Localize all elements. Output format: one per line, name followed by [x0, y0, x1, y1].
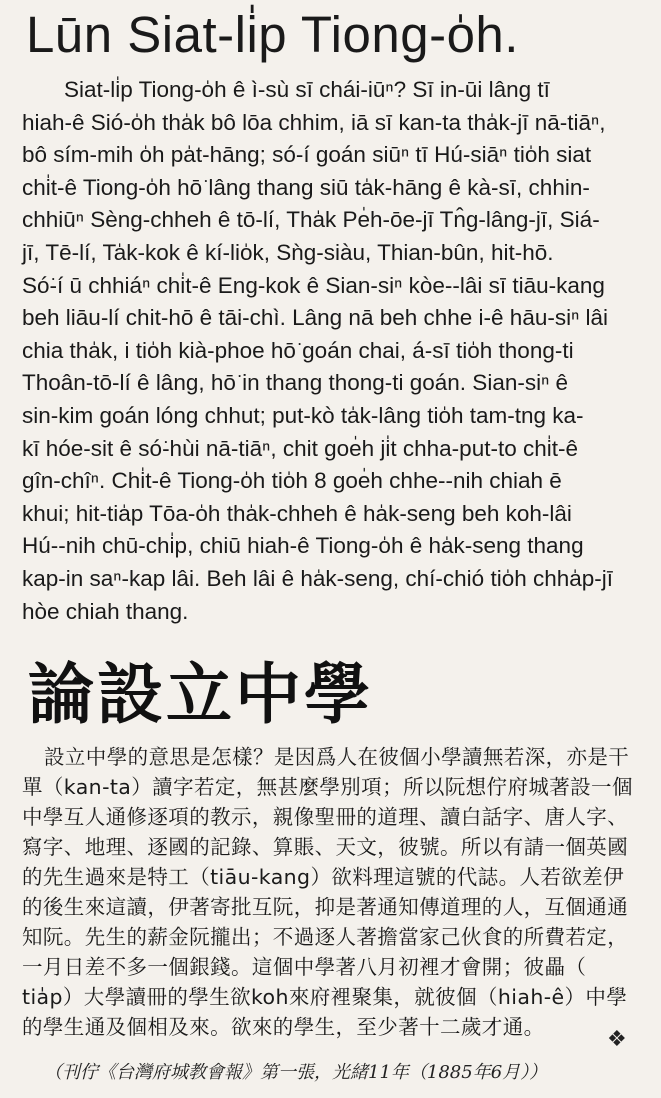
- han-line: 設立中學的意思是怎樣？是因爲人在彼個小學讀無若深，亦是干: [44, 745, 630, 769]
- poj-line: Thoân-tō-lí ê lâng, hō͘ in thang thong-ti goán. Sian-siⁿ ê: [22, 370, 569, 396]
- han-line: 單（kan-ta）讀字若定，無甚麼學別項；所以阮想佇府城著設一個: [22, 775, 633, 799]
- poj-line: sin-kim goán lóng chhut; put-kò ta̍k-lâng tio̍h tam-tng ka-: [22, 402, 584, 428]
- poj-line: chia tha̍k, i tio̍h kià-phoe hō͘ goán chai, á-sī tio̍h thong-ti: [22, 337, 574, 363]
- han-line: 知阮。先生的薪金阮攏出；不過逐人著擔當家己伙食的所費若定，: [22, 925, 629, 949]
- han-line: 的學生通及個相及來。欲來的學生，至少著十二歲才通。: [22, 1015, 545, 1039]
- poj-line: hiah-ê Sió-o̍h tha̍k bô lōa chhim, iā sī kan-ta tha̍k-jī nā-tiāⁿ,: [22, 109, 606, 135]
- han-line: 一月日差不多一個銀錢。這個中學著八月初裡才會開；彼畾（: [22, 955, 587, 979]
- han-article-body: [22, 742, 647, 1042]
- poj-line: kī hóe-sit ê só͘-hùi nā-tiāⁿ, chit goe̍h ji̍t chha-put-to chi̍t-ê: [22, 435, 578, 461]
- han-line: 的先生過來是特工（tiāu-kang）欲料理這號的代誌。人若欲差伊: [22, 865, 624, 889]
- source-citation: （刊佇《台灣府城教會報》第一張，光緒11年（1885年6月））: [44, 1062, 548, 1083]
- han-line: 寫字、地理、逐國的記錄、算賬、天文，彼號。所以有請一個英國: [22, 835, 629, 859]
- han-line: 的後生來這讀，伊著寄批互阮，抑是著通知傳道理的人，互個通通: [22, 895, 629, 919]
- poj-line: chi̍t-ê Tiong-o̍h hō͘ lâng thang siū ta̍k-hāng ê kà-sī, chhin-: [22, 174, 590, 200]
- poj-line: kap-in saⁿ-kap lâi. Beh lâi ê ha̍k-seng, chí-chió tio̍h chha̍p-jī: [22, 565, 614, 591]
- poj-line: Hú--nih chū-chi̍p, chiū hiah-ê Tiong-o̍h ê ha̍k-seng thang: [22, 533, 584, 559]
- han-line: tia̍p）大學讀冊的學生欲koh來府裡聚集，就彼個（hiah-ê）中學: [22, 985, 628, 1009]
- ornament-diamond-icon: ❖: [607, 1027, 627, 1052]
- poj-line: khui; hit-tia̍p Tōa-o̍h tha̍k-chheh ê ha̍k-seng beh koh-lâi: [22, 500, 572, 526]
- han-line: 中學互人通修逐項的教示，親像聖冊的道理、讀白話字、唐人字、: [22, 805, 629, 829]
- poj-article-body: [22, 74, 646, 628]
- poj-line: jī, Tē-lí, Ta̍k-kok ê kí-lio̍k, Sǹg-siàu, Thian-bûn, hit-hō.: [22, 239, 554, 265]
- poj-title: Lūn Siat-li̍p Tiong-o̍h.: [26, 6, 519, 63]
- poj-line: chhiūⁿ Sèng-chheh ê tō-lí, Tha̍k Pe̍h-ōe-jī Tn̂g-lâng-jī, Siá-: [22, 207, 600, 233]
- poj-line: gîn-chîⁿ. Chi̍t-ê Tiong-o̍h tio̍h 8 goe̍h chhe--nih chiah ē: [22, 468, 562, 494]
- poj-line: beh liāu-lí chit-hō ê tāi-chì. Lâng nā beh chhe i-ê hāu-siⁿ lâi: [22, 305, 609, 331]
- poj-line: bô sím-mih o̍h pa̍t-hāng; só-í goán siūⁿ tī Hú-siāⁿ tio̍h siat: [22, 142, 592, 168]
- poj-line: Só͘-í ū chhiáⁿ chi̍t-ê Eng-kok ê Sian-siⁿ kòe--lâi sī tiāu-kang: [22, 272, 605, 298]
- poj-line: hòe chiah thang.: [22, 598, 189, 624]
- han-title: 論設立中學: [28, 656, 373, 733]
- poj-line: Siat-li̍p Tiong-o̍h ê ì-sù sī chái-iūⁿ? Sī in-ūi lâng tī: [64, 77, 550, 102]
